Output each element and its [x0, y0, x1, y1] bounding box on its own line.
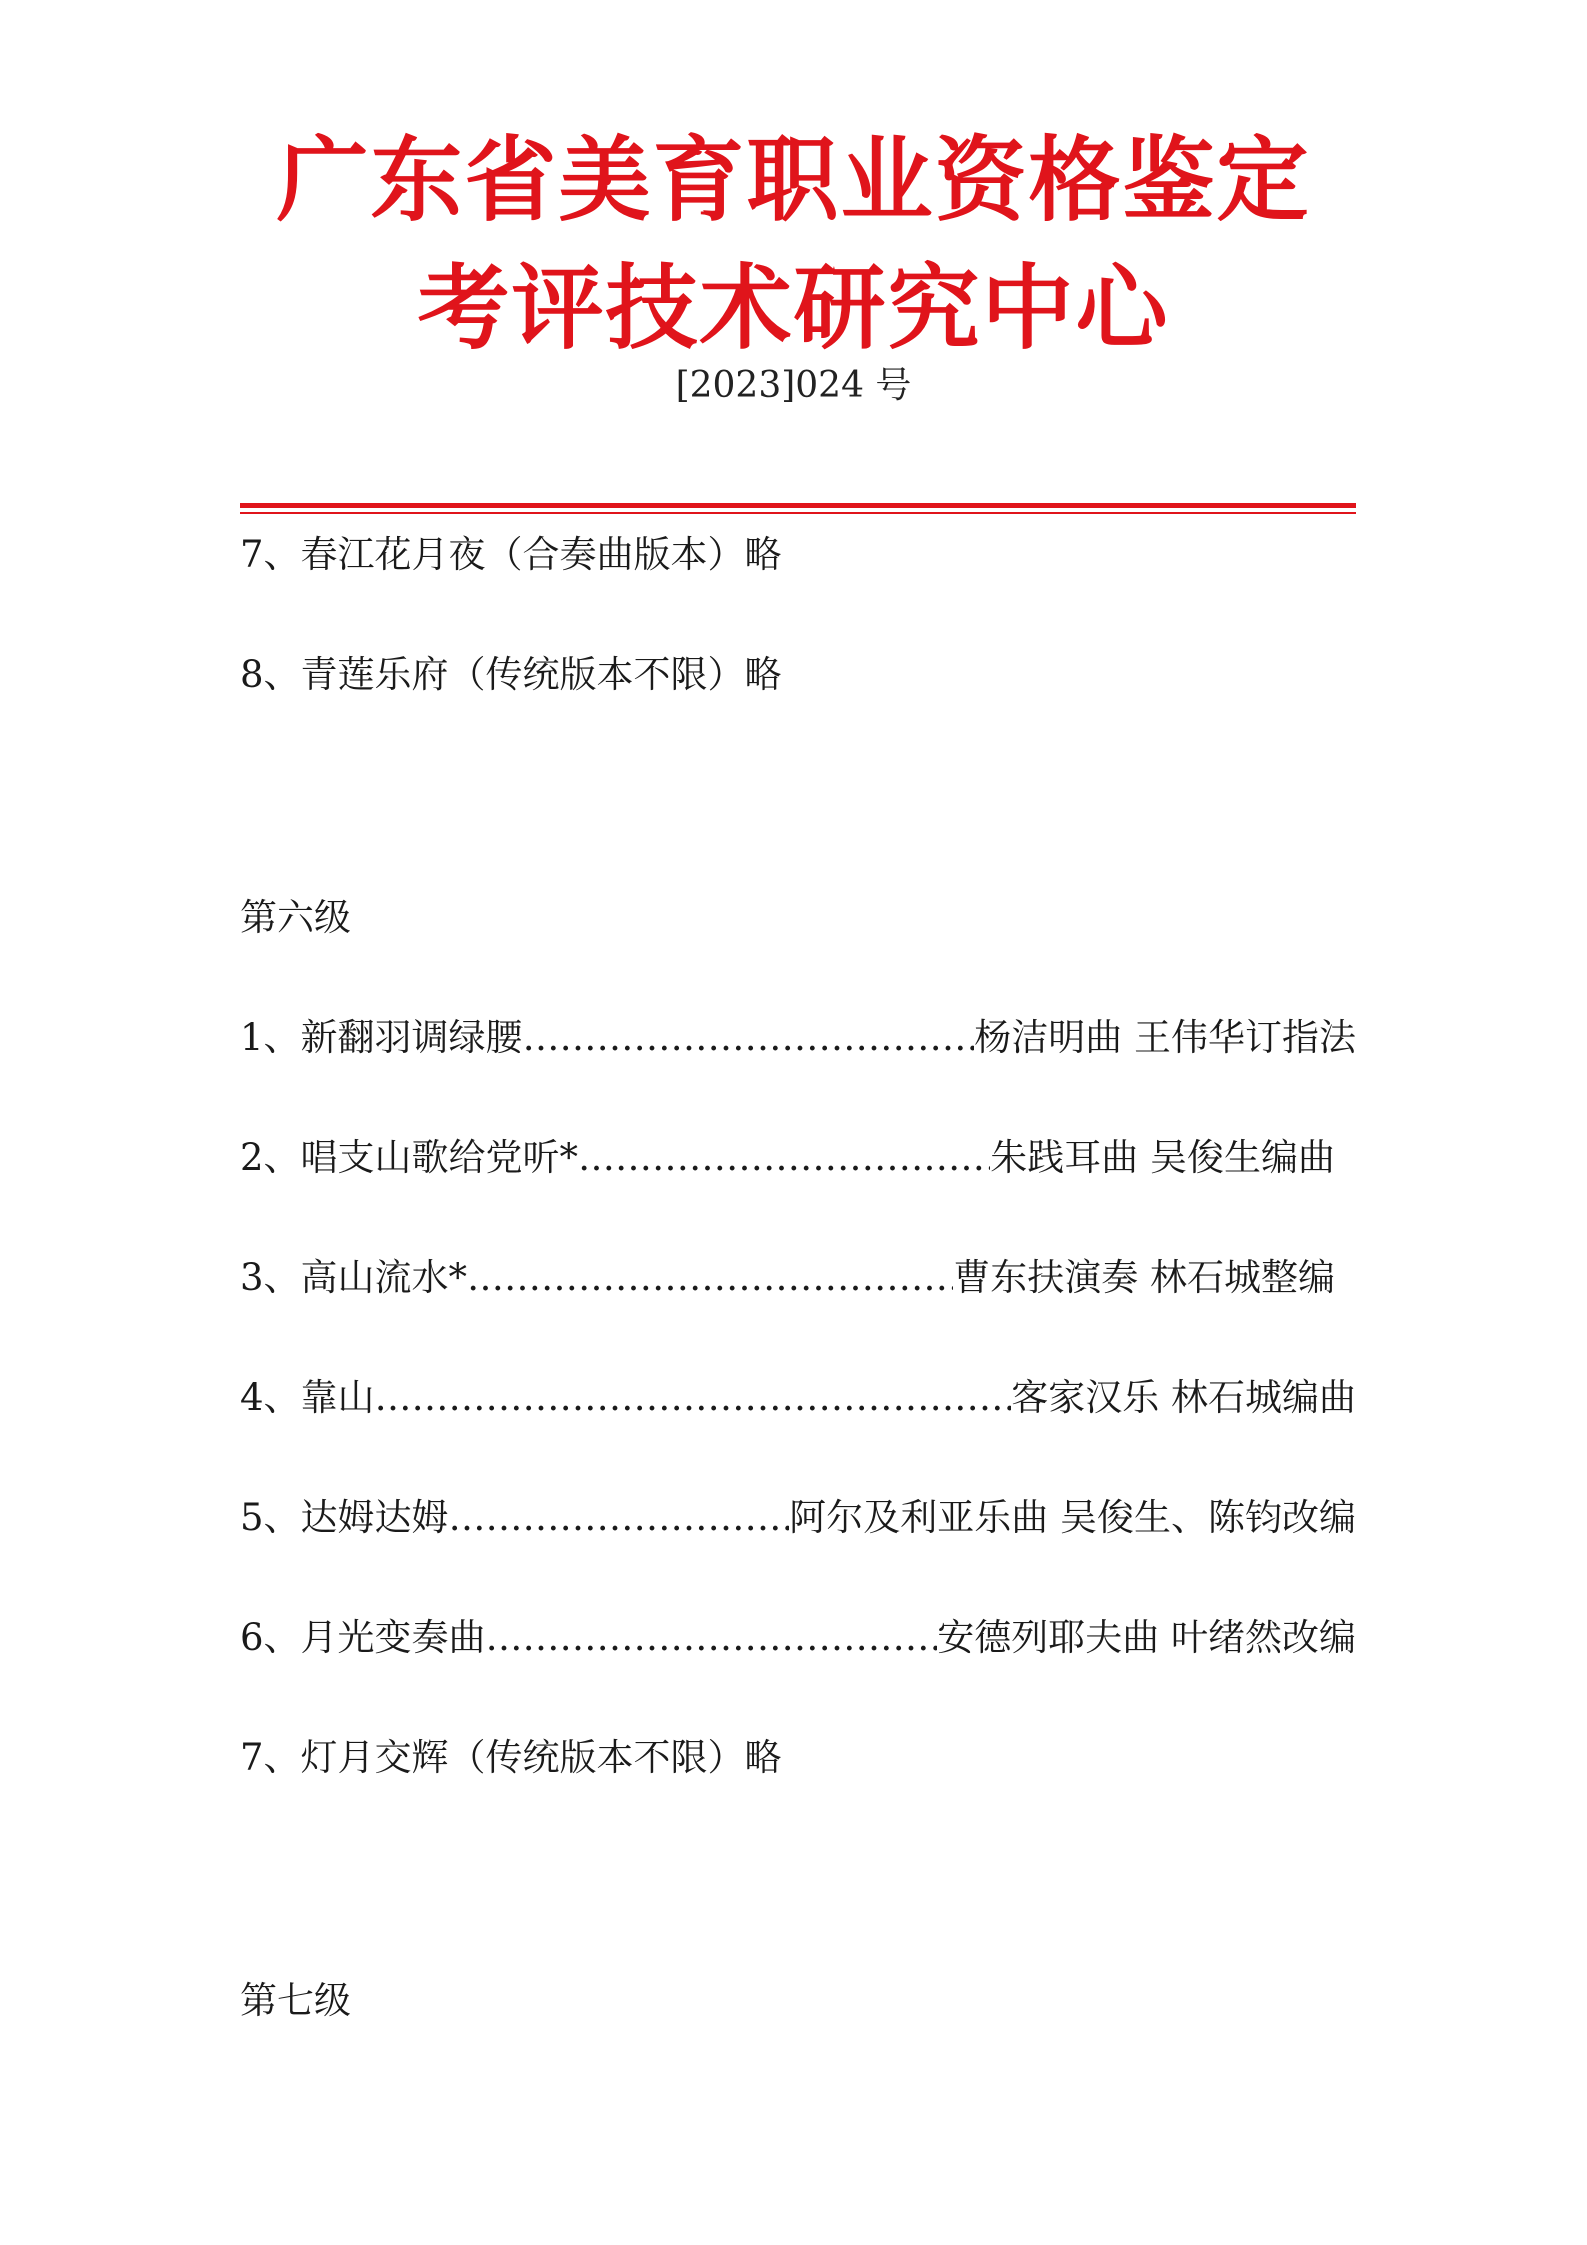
header-divider-thin	[240, 512, 1356, 514]
dot-leader	[467, 1259, 953, 1296]
piece-credit: 朱践耳曲 吴俊生编曲	[990, 1136, 1335, 1179]
dot-leader	[578, 1139, 990, 1176]
list-item-text: 7、春江花月夜（合奏曲版本）略	[240, 533, 782, 576]
list-item	[240, 533, 782, 576]
list-item	[240, 1016, 1356, 1059]
list-item	[240, 1736, 782, 1779]
dot-leader	[486, 1619, 938, 1656]
dot-leader	[375, 1379, 1012, 1416]
list-item	[240, 1496, 1356, 1539]
piece-credit: 阿尔及利亚乐曲 吴俊生、陈钧改编	[789, 1496, 1356, 1539]
list-item	[240, 1616, 1356, 1659]
dot-leader	[449, 1499, 790, 1536]
piece-title: 5、达姆达姆	[240, 1496, 449, 1539]
piece-title: 4、靠山	[240, 1376, 375, 1419]
header-divider-thick	[240, 503, 1356, 508]
piece-credit: 杨洁明曲 王伟华订指法	[974, 1016, 1356, 1059]
org-title-line-1: 广东省美育职业资格鉴定	[276, 126, 1311, 234]
piece-title: 2、唱支山歌给党听*	[240, 1136, 579, 1179]
org-title-line-2: 考评技术研究中心	[417, 254, 1170, 362]
section-heading-level-6	[240, 896, 351, 939]
piece-title: 1、新翻羽调绿腰	[240, 1016, 523, 1059]
list-item	[240, 1136, 1335, 1179]
piece-credit: 安德列耶夫曲 叶绪然改编	[937, 1616, 1356, 1659]
piece-title: 6、月光变奏曲	[240, 1616, 486, 1659]
dot-leader	[523, 1019, 975, 1056]
list-item	[240, 1256, 1335, 1299]
section-heading-text: 第七级	[240, 1979, 351, 2022]
piece-credit: 客家汉乐 林石城编曲	[1011, 1376, 1356, 1419]
piece-title: 3、高山流水*	[240, 1256, 468, 1299]
list-item-text: 7、灯月交辉（传统版本不限）略	[240, 1736, 782, 1779]
piece-credit: 曹东扶演奏 林石城整编	[953, 1256, 1335, 1299]
section-heading-level-7	[240, 1979, 351, 2022]
list-item	[240, 1376, 1356, 1419]
section-heading-text: 第六级	[240, 896, 351, 939]
list-item	[240, 653, 782, 696]
document-number: [2023]024 号	[675, 365, 912, 406]
list-item-text: 8、青莲乐府（传统版本不限）略	[240, 653, 782, 696]
